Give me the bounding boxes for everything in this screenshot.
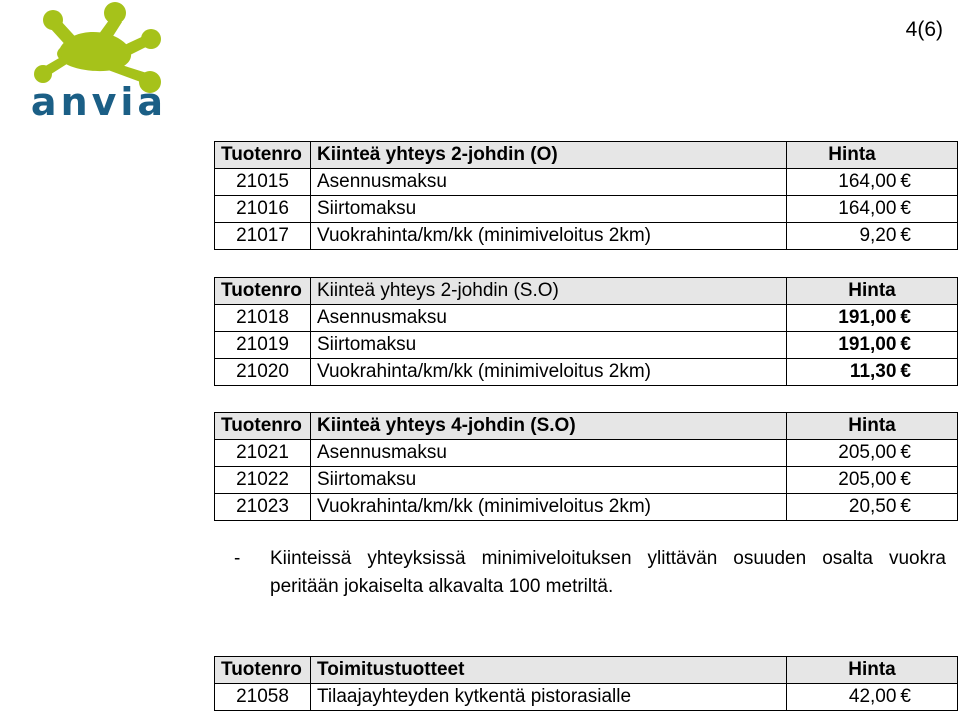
product-price: 191,00 € <box>787 305 958 332</box>
euro-sign: € <box>900 225 911 246</box>
euro-sign: € <box>900 334 911 355</box>
product-price: 20,50 € <box>787 494 958 521</box>
product-name: Asennusmaksu <box>311 169 787 196</box>
column-header-price: Hinta <box>787 142 958 169</box>
anvia-logo <box>0 0 200 122</box>
product-number: 21015 <box>215 169 311 196</box>
euro-sign: € <box>900 496 911 517</box>
product-price: 164,00 € <box>787 169 958 196</box>
table-row <box>215 196 958 223</box>
table-row <box>215 467 958 494</box>
page-number: 4(6) <box>905 18 943 41</box>
table-header-row <box>215 278 958 305</box>
logo-wordmark: anvia <box>30 80 168 122</box>
product-number: 21019 <box>215 332 311 359</box>
price-table-2-wire-so <box>214 277 958 386</box>
product-price: 11,30 € <box>787 359 958 386</box>
product-name: Siirtomaksu <box>311 467 787 494</box>
product-number: 21022 <box>215 467 311 494</box>
product-name: Asennusmaksu <box>311 305 787 332</box>
product-name: Tilaajayhteyden kytkentä pistorasialle <box>311 684 787 711</box>
product-number: 21020 <box>215 359 311 386</box>
column-header-product-number: Tuotenro <box>215 142 311 169</box>
column-header-price: Hinta <box>787 278 958 305</box>
product-name: Vuokrahinta/km/kk (minimiveloitus 2km) <box>311 359 787 386</box>
product-name: Vuokrahinta/km/kk (minimiveloitus 2km) <box>311 494 787 521</box>
column-header-service-name: Kiinteä yhteys 2-johdin (S.O) <box>311 278 787 305</box>
table-row <box>215 684 958 711</box>
table-header-row <box>215 413 958 440</box>
table-row <box>215 305 958 332</box>
table-row <box>215 223 958 250</box>
product-number: 21016 <box>215 196 311 223</box>
euro-sign: € <box>900 442 911 463</box>
note-text: Kiinteissä yhteyksissä minimiveloituksen ylittävän osuuden osalta vuokra peritään jokaiselta alkavalta 100 metriltä. <box>270 548 946 597</box>
product-name: Vuokrahinta/km/kk (minimiveloitus 2km) <box>311 223 787 250</box>
column-header-product-number: Tuotenro <box>215 657 311 684</box>
note-bullet: - <box>234 548 241 569</box>
euro-sign: € <box>900 361 911 382</box>
euro-sign: € <box>900 307 911 328</box>
price-table-4-wire-so <box>214 412 958 521</box>
table-row <box>215 359 958 386</box>
price-table-delivery-products <box>214 656 958 711</box>
euro-sign: € <box>900 171 911 192</box>
table-row <box>215 169 958 196</box>
product-number: 21018 <box>215 305 311 332</box>
euro-sign: € <box>900 469 911 490</box>
product-number: 21023 <box>215 494 311 521</box>
product-price: 164,00 € <box>787 196 958 223</box>
product-price: 9,20 € <box>787 223 958 250</box>
table-header-row <box>215 142 958 169</box>
product-price: 191,00 € <box>787 332 958 359</box>
product-price: 205,00 € <box>787 467 958 494</box>
product-number: 21058 <box>215 684 311 711</box>
product-name: Asennusmaksu <box>311 440 787 467</box>
price-table-2-wire-o <box>214 141 958 250</box>
column-header-service-name: Kiinteä yhteys 4-johdin (S.O) <box>311 413 787 440</box>
product-price: 42,00 € <box>787 684 958 711</box>
product-price: 205,00 € <box>787 440 958 467</box>
table-header-row <box>215 657 958 684</box>
column-header-price: Hinta <box>787 413 958 440</box>
column-header-product-number: Tuotenro <box>215 278 311 305</box>
product-number: 21021 <box>215 440 311 467</box>
minimum-charge-note <box>226 545 946 601</box>
table-row <box>215 332 958 359</box>
table-row <box>215 440 958 467</box>
column-header-service-name: Kiinteä yhteys 2-johdin (O) <box>311 142 787 169</box>
column-header-service-name: Toimitustuotteet <box>311 657 787 684</box>
euro-sign: € <box>900 686 911 707</box>
column-header-product-number: Tuotenro <box>215 413 311 440</box>
product-number: 21017 <box>215 223 311 250</box>
column-header-price: Hinta <box>787 657 958 684</box>
product-name: Siirtomaksu <box>311 196 787 223</box>
product-name: Siirtomaksu <box>311 332 787 359</box>
euro-sign: € <box>900 198 911 219</box>
table-row <box>215 494 958 521</box>
